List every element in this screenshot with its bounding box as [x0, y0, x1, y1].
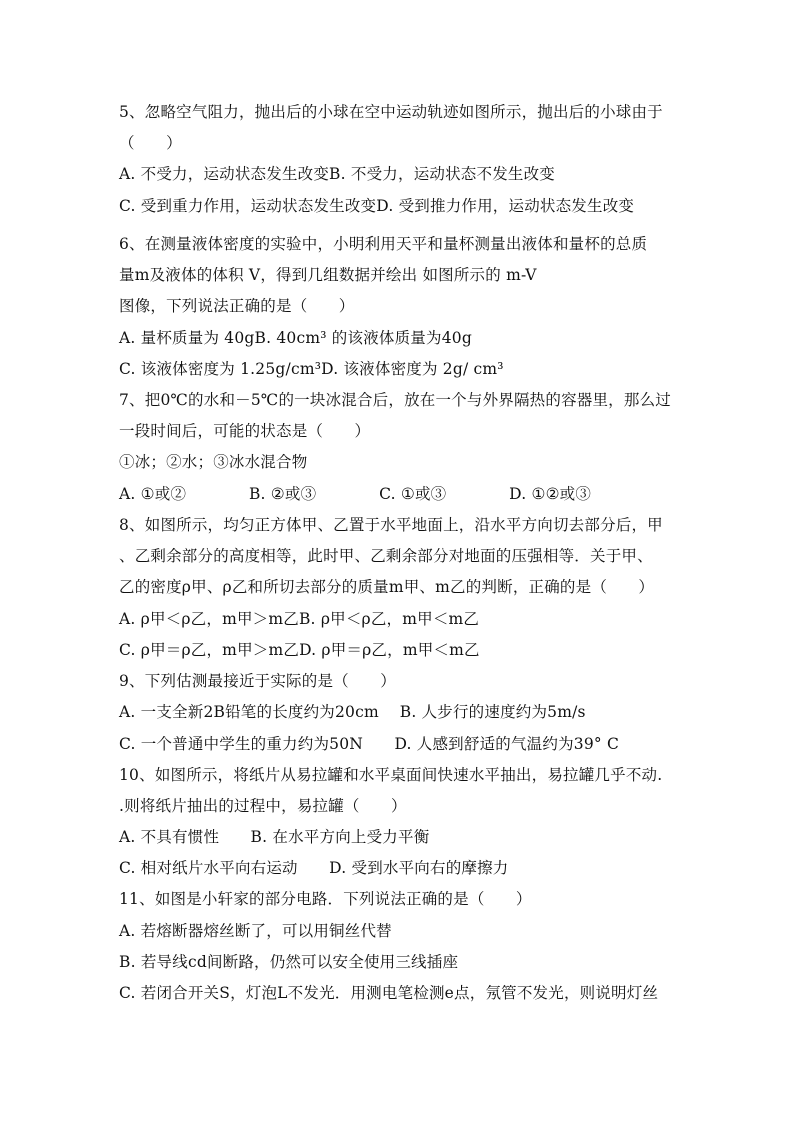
q6-stem-line-2: 量m及液体的体积 V，得到几组数据并绘出 如图所示的 m-V: [119, 266, 537, 284]
q7-stem-line-1: 7、把0℃的水和－5℃的一块冰混合后，放在一个与外界隔热的容器里，那么过: [119, 391, 671, 409]
q6-stem-line-1: 6、在测量液体密度的实验中，小明利用天平和量杯测量出液体和量杯的总质: [119, 235, 648, 253]
q11-option-b: B. 若导线cd间断路，仍然可以安全使用三线插座: [119, 953, 459, 971]
q9-options-cd: C. 一个普通中学生的重力约为50N D. 人感到舒适的气温约为39° C: [119, 735, 620, 753]
q8-stem-line-2: 、乙剩余部分的高度相等，此时甲、乙剩余部分对地面的压强相等．关于甲、: [119, 547, 653, 565]
q11-stem: 11、如图是小轩家的部分电路．下列说法正确的是（ ）: [119, 890, 532, 908]
q6-options-ab: A. 量杯质量为 40gB. 40cm³ 的该液体质量为40g: [119, 329, 472, 347]
q5-options-cd: C. 受到重力作用，运动状态发生改变D. 受到推力作用，运动状态发生改变: [119, 197, 635, 215]
q7-stem-line-2: 一段时间后，可能的状态是（ ）: [119, 422, 371, 440]
q8-options-ab: A. ρ甲＜ρ乙，m甲＞m乙B. ρ甲＜ρ乙，m甲＜m乙: [119, 610, 480, 628]
q9-options-ab: A. 一支全新2B铅笔的长度约为20cm B. 人步行的速度约为5m/s: [119, 703, 586, 721]
q5-options-ab: A. 不受力，运动状态发生改变B. 不受力，运动状态不发生改变: [119, 165, 555, 183]
q7-options: A. ①或② B. ②或③ C. ①或③ D. ①②或③: [119, 485, 592, 503]
q8-options-cd: C. ρ甲＝ρ乙，m甲＞m乙D. ρ甲＝ρ乙，m甲＜m乙: [119, 641, 480, 659]
q11-option-c: C. 若闭合开关S，灯泡L不发光．用测电笔检测e点，氖管不发光，则说明灯丝: [119, 984, 659, 1002]
q10-options-cd: C. 相对纸片水平向右运动 D. 受到水平向右的摩擦力: [119, 859, 509, 877]
q6-options-cd: C. 该液体密度为 1.25g/cm³D. 该液体密度为 2g/ cm³: [119, 360, 504, 378]
q10-stem-line-2: .则将纸片抽出的过程中，易拉罐（ ）: [119, 797, 407, 815]
q6-stem-line-3: 图像，下列说法正确的是（ ）: [119, 297, 355, 315]
q5-stem-line-2: （ ）: [119, 134, 182, 152]
q10-options-ab: A. 不具有惯性 B. 在水平方向上受力平衡: [119, 828, 430, 846]
q9-stem: 9、下列估测最接近于实际的是（ ）: [119, 672, 396, 690]
q7-choices-list: ①冰；②水；③冰水混合物: [119, 453, 308, 471]
q5-stem-line-1: 5、忽略空气阻力，抛出后的小球在空中运动轨迹如图所示，抛出后的小球由于: [119, 103, 663, 121]
q11-option-a: A. 若熔断器熔丝断了，可以用铜丝代替: [119, 922, 392, 940]
q8-stem-line-3: 乙的密度ρ甲、ρ乙和所切去部分的质量m甲、m乙的判断，正确的是（ ）: [119, 578, 655, 596]
q8-stem-line-1: 8、如图所示，均匀正方体甲、乙置于水平地面上，沿水平方向切去部分后，甲: [119, 516, 663, 534]
q10-stem-line-1: 10、如图所示，将纸片从易拉罐和水平桌面间快速水平抽出，易拉罐几乎不动.: [119, 766, 663, 784]
